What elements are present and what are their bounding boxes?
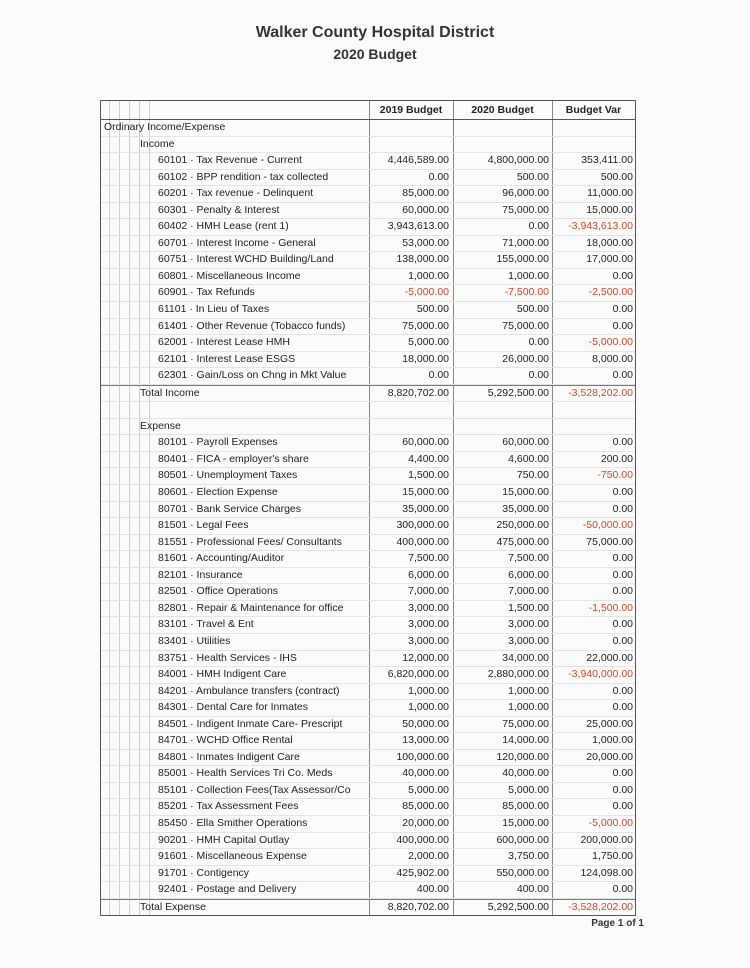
cell-2020-budget: 3,000.00 (508, 634, 549, 647)
cell-2019-budget: 100,000.00 (396, 750, 449, 763)
cell-2020-budget: 1,000.00 (508, 701, 549, 714)
row-label: 81601 · Accounting/Auditor (158, 552, 285, 565)
table-row (101, 783, 635, 800)
cell-2020-budget: 35,000.00 (502, 502, 549, 515)
row-label: 82501 · Office Operations (158, 585, 279, 598)
cell-2020-budget: 75,000.00 (502, 717, 549, 730)
cell-2019-budget: 60,000.00 (402, 436, 449, 449)
row-label: 91601 · Miscellaneous Expense (158, 850, 307, 863)
cell-2020-budget: 0.00 (528, 369, 549, 382)
cell-2020-budget: 2,880,000.00 (487, 668, 549, 681)
row-label: 62101 · Interest Lease ESGS (158, 352, 296, 365)
row-label: 85001 · Health Services Tri Co. Meds (158, 767, 333, 780)
table-row (101, 866, 635, 883)
cell-budget-var: 0.00 (612, 502, 633, 515)
section-label: Ordinary Income/Expense (104, 121, 226, 133)
row-label: 62001 · Interest Lease HMH (158, 336, 290, 349)
cell-2019-budget: 85,000.00 (402, 800, 449, 813)
cell-budget-var: 200.00 (600, 452, 633, 465)
table-row (101, 252, 635, 269)
table-row (101, 368, 635, 385)
cell-2019-budget: 500.00 (416, 303, 449, 316)
header-2020-budget: 2020 Budget (471, 104, 534, 116)
table-row (101, 651, 635, 668)
cell-2019-budget: 0.00 (428, 369, 449, 382)
table-row (101, 236, 635, 253)
cell-2020-budget: 15,000.00 (502, 816, 549, 829)
table-row (101, 766, 635, 783)
table-row (101, 584, 635, 601)
cell-budget-var: -750.00 (597, 469, 633, 482)
row-label: 61101 · In Lieu of Taxes (158, 303, 270, 316)
cell-budget-var: 0.00 (612, 684, 633, 697)
cell-2019-budget: 1,000.00 (408, 701, 449, 714)
total-income-row (101, 385, 635, 403)
cell-budget-var: -2,500.00 (588, 286, 633, 299)
cell-2020-budget: 15,000.00 (502, 486, 549, 499)
cell-budget-var: -50,000.00 (582, 519, 633, 532)
page-number: Page 1 of 1 (591, 918, 644, 929)
row-label: 81501 · Legal Fees (158, 519, 249, 532)
row-label: 80601 · Election Expense (158, 486, 278, 499)
row-label: 80101 · Payroll Expenses (158, 436, 278, 449)
cell-budget-var: -5,000.00 (588, 816, 633, 829)
blank-row (101, 402, 635, 419)
cell-2020-budget: 500.00 (516, 303, 549, 316)
header-label-cell (101, 101, 369, 119)
cell-2019-budget: 75,000.00 (402, 319, 449, 332)
cell-2020-budget: 3,000.00 (508, 618, 549, 631)
cell-budget-var: 0.00 (612, 369, 633, 382)
cell-budget-var: 124,098.00 (580, 866, 633, 879)
cell-2020-budget: 0.00 (528, 336, 549, 349)
table-row (101, 352, 635, 369)
row-label: 80401 · FICA - employer's share (158, 452, 309, 465)
header-2019-budget: 2019 Budget (379, 104, 443, 116)
cell-2020-budget: 75,000.00 (502, 319, 549, 332)
cell-budget-var: 0.00 (612, 800, 633, 813)
total-label: Total Income (140, 386, 200, 399)
cell-2019-budget: 40,000.00 (402, 767, 449, 780)
table-row (101, 568, 635, 585)
table-row (101, 882, 635, 899)
row-label: 60301 · Penalty & Interest (158, 203, 280, 216)
table-row (101, 285, 635, 302)
cell-2020-budget: 34,000.00 (502, 651, 549, 664)
cell-budget-var: 0.00 (612, 568, 633, 581)
table-row (101, 717, 635, 734)
row-label: 82801 · Repair & Maintenance for office (158, 601, 344, 614)
cell-2019-budget: 3,000.00 (408, 634, 449, 647)
cell-2019-budget: 7,500.00 (408, 552, 449, 565)
row-label: 84501 · Indigent Inmate Care- Prescript (158, 717, 343, 730)
cell-2019-budget: 0.00 (428, 170, 449, 183)
table-row (101, 535, 635, 552)
cell-2020-budget: 0.00 (528, 220, 549, 233)
row-label: 84801 · Inmates Indigent Care (158, 750, 300, 763)
row-label: 60101 · Tax Revenue - Current (158, 154, 302, 167)
cell-budget-var: -5,000.00 (588, 336, 633, 349)
row-label: 80701 · Bank Service Charges (158, 502, 301, 515)
row-label: 60751 · Interest WCHD Building/Land (158, 253, 334, 266)
cell-budget-var: 500.00 (600, 170, 633, 183)
cell-2019-budget: 20,000.00 (402, 816, 449, 829)
cell-budget-var: 11,000.00 (587, 187, 633, 200)
total-label: Total Expense (140, 900, 206, 913)
cell-budget-var: 22,000.00 (586, 651, 633, 664)
total-expense-row (101, 899, 635, 916)
cell-2020-budget: 26,000.00 (502, 352, 549, 365)
section-label: Expense (140, 419, 181, 432)
cell-2020-budget: 3,750.00 (508, 850, 549, 863)
cell-2019-budget: 7,000.00 (408, 585, 449, 598)
cell-budget-var: 1,750.00 (592, 850, 633, 863)
row-label: 90201 · HMH Capital Outlay (158, 833, 290, 846)
cell-2019-budget: 6,000.00 (408, 568, 449, 581)
cell-2020-budget: 85,000.00 (502, 800, 549, 813)
table-row (101, 468, 635, 485)
cell-2020-budget: 75,000.00 (502, 203, 549, 216)
table-row (101, 302, 635, 319)
cell-2019-budget: 138,000.00 (396, 253, 449, 266)
row-label: 60201 · Tax revenue - Delinquent (158, 187, 314, 200)
cell-budget-var: 17,000.00 (586, 253, 633, 266)
cell-budget-var: 0.00 (612, 486, 633, 499)
cell-2020-budget: 475,000.00 (496, 535, 549, 548)
cell-2020-budget: -7,500.00 (504, 286, 549, 299)
cell-2020-budget: 6,000.00 (508, 568, 549, 581)
row-label: 62301 · Gain/Loss on Chng in Mkt Value (158, 369, 347, 382)
row-label: 82101 · Insurance (158, 568, 243, 581)
cell-2019-budget: 12,000.00 (402, 651, 449, 664)
cell-2019-budget: 35,000.00 (402, 502, 449, 515)
row-label: 83401 · Utilities (158, 634, 231, 647)
total-var: -3,528,202.00 (568, 900, 633, 913)
section-ordinary (101, 120, 635, 137)
cell-2020-budget: 40,000.00 (502, 767, 549, 780)
table-row (101, 617, 635, 634)
table-row (101, 203, 635, 220)
cell-2019-budget: 5,000.00 (408, 783, 449, 796)
section-label: Income (140, 137, 175, 150)
table-row (101, 551, 635, 568)
cell-2019-budget: 2,000.00 (408, 850, 449, 863)
cell-2020-budget: 4,800,000.00 (487, 154, 549, 167)
document-title: Walker County Hospital District (255, 24, 495, 41)
cell-budget-var: 0.00 (612, 618, 633, 631)
cell-2019-budget: 85,000.00 (402, 187, 449, 200)
cell-2020-budget: 14,000.00 (502, 734, 549, 747)
table-row (101, 816, 635, 833)
row-label: 83101 · Travel & Ent (158, 618, 254, 631)
cell-2019-budget: 1,500.00 (408, 469, 449, 482)
header-budget-var: Budget Var (565, 104, 622, 116)
expense-rows (101, 435, 635, 898)
cell-budget-var: 353,411.00 (581, 154, 633, 167)
cell-2020-budget: 750.00 (516, 469, 549, 482)
cell-2019-budget: 60,000.00 (402, 203, 449, 216)
row-label: 80501 · Unemployment Taxes (158, 469, 298, 482)
table-row (101, 684, 635, 701)
row-label: 91701 · Contigency (158, 866, 250, 879)
cell-2020-budget: 1,000.00 (508, 684, 549, 697)
cell-2020-budget: 7,000.00 (508, 585, 549, 598)
cell-budget-var: 0.00 (612, 303, 633, 316)
total-2020: 5,292,500.00 (487, 386, 549, 399)
table-row (101, 452, 635, 469)
row-label: 85450 · Ella Smither Operations (158, 816, 308, 829)
table-row (101, 170, 635, 187)
cell-budget-var: 0.00 (612, 701, 633, 714)
cell-2019-budget: 13,000.00 (402, 734, 449, 747)
cell-budget-var: 8,000.00 (592, 352, 633, 365)
table-row (101, 733, 635, 750)
cell-budget-var: 0.00 (612, 552, 633, 565)
cell-2020-budget: 550,000.00 (496, 866, 549, 879)
row-label: 61401 · Other Revenue (Tobacco funds) (158, 319, 346, 332)
document-header (0, 22, 750, 64)
table-row (101, 799, 635, 816)
row-label: 92401 · Postage and Delivery (158, 883, 297, 896)
cell-2020-budget: 5,000.00 (508, 783, 549, 796)
table-row (101, 186, 635, 203)
cell-2020-budget: 500.00 (516, 170, 549, 183)
cell-budget-var: 20,000.00 (586, 750, 633, 763)
row-label: 60801 · Miscellaneous Income (158, 269, 301, 282)
table-row (101, 335, 635, 352)
cell-budget-var: 25,000.00 (586, 717, 633, 730)
row-label: 84701 · WCHD Office Rental (158, 734, 293, 747)
cell-2020-budget: 120,000.00 (496, 750, 549, 763)
cell-2019-budget: 3,000.00 (408, 618, 449, 631)
table-row (101, 833, 635, 850)
table-row (101, 153, 635, 170)
row-label: 85201 · Tax Assessment Fees (158, 800, 299, 813)
cell-2019-budget: 6,820,000.00 (387, 668, 449, 681)
cell-2019-budget: 1,000.00 (408, 269, 449, 282)
cell-2019-budget: -5,000.00 (404, 286, 449, 299)
cell-2020-budget: 60,000.00 (502, 436, 549, 449)
table-row (101, 319, 635, 336)
cell-budget-var: -3,940,000.00 (568, 668, 633, 681)
budget-table (100, 100, 636, 916)
table-row (101, 750, 635, 767)
cell-2020-budget: 400.00 (516, 883, 549, 896)
table-row (101, 485, 635, 502)
row-label: 60701 · Interest Income - General (158, 236, 316, 249)
row-label: 84301 · Dental Care for Inmates (158, 701, 308, 714)
cell-budget-var: 0.00 (612, 767, 633, 780)
cell-2020-budget: 250,000.00 (496, 519, 549, 532)
total-2019: 8,820,702.00 (387, 386, 449, 399)
table-row (101, 502, 635, 519)
cell-2019-budget: 18,000.00 (402, 352, 449, 365)
cell-2020-budget: 600,000.00 (496, 833, 549, 846)
cell-2020-budget: 7,500.00 (508, 552, 549, 565)
row-label: 83751 · Health Services - IHS (158, 651, 297, 664)
row-label: 84201 · Ambulance transfers (contract) (158, 684, 340, 697)
row-label: 81551 · Professional Fees/ Consultants (158, 535, 342, 548)
table-row (101, 601, 635, 618)
cell-budget-var: 18,000.00 (586, 236, 633, 249)
row-label: 85101 · Collection Fees(Tax Assessor/Co (158, 783, 351, 796)
cell-budget-var: 0.00 (612, 269, 633, 282)
table-row (101, 269, 635, 286)
cell-2019-budget: 5,000.00 (408, 336, 449, 349)
section-expense (101, 419, 635, 436)
row-label: 60402 · HMH Lease (rent 1) (158, 220, 289, 233)
cell-budget-var: 0.00 (612, 783, 633, 796)
row-label: 84001 · HMH Indigent Care (158, 668, 287, 681)
total-2019: 8,820,702.00 (387, 900, 449, 913)
cell-2020-budget: 1,000.00 (508, 269, 549, 282)
cell-2019-budget: 400,000.00 (396, 833, 449, 846)
table-row (101, 518, 635, 535)
cell-2019-budget: 53,000.00 (402, 236, 449, 249)
cell-budget-var: 1,000.00 (592, 734, 633, 747)
cell-budget-var: -3,943,613.00 (568, 220, 633, 233)
cell-budget-var: -1,500.00 (588, 601, 633, 614)
cell-budget-var: 0.00 (612, 436, 633, 449)
total-2020: 5,292,500.00 (487, 900, 549, 913)
table-row (101, 435, 635, 452)
cell-2019-budget: 300,000.00 (396, 519, 449, 532)
cell-budget-var: 200,000.00 (580, 833, 633, 846)
cell-2020-budget: 4,600.00 (508, 452, 549, 465)
table-row (101, 667, 635, 684)
cell-budget-var: 0.00 (612, 634, 633, 647)
cell-2019-budget: 3,000.00 (408, 601, 449, 614)
cell-2019-budget: 1,000.00 (408, 684, 449, 697)
cell-budget-var: 0.00 (612, 883, 633, 896)
table-row (101, 700, 635, 717)
cell-2019-budget: 4,400.00 (408, 452, 449, 465)
cell-2020-budget: 71,000.00 (502, 236, 549, 249)
table-row (101, 849, 635, 866)
cell-2019-budget: 50,000.00 (402, 717, 449, 730)
cell-2019-budget: 400,000.00 (396, 535, 449, 548)
cell-2020-budget: 1,500.00 (508, 601, 549, 614)
section-income (101, 137, 635, 154)
cell-2020-budget: 155,000.00 (496, 253, 549, 266)
table-row (101, 634, 635, 651)
total-var: -3,528,202.00 (568, 386, 633, 399)
document-subtitle: 2020 Budget (333, 46, 417, 62)
table-row (101, 219, 635, 236)
row-label: 60102 · BPP rendition - tax collected (158, 170, 329, 183)
row-label: 60901 · Tax Refunds (158, 286, 255, 299)
cell-budget-var: 15,000.00 (586, 203, 633, 216)
income-rows (101, 153, 635, 385)
cell-2020-budget: 96,000.00 (502, 187, 549, 200)
cell-2019-budget: 425,902.00 (396, 866, 449, 879)
table-header (101, 101, 635, 120)
cell-budget-var: 75,000.00 (586, 535, 633, 548)
cell-2019-budget: 15,000.00 (402, 486, 449, 499)
cell-2019-budget: 3,943,613.00 (387, 220, 449, 233)
cell-budget-var: 0.00 (612, 319, 633, 332)
cell-budget-var: 0.00 (612, 585, 633, 598)
cell-2019-budget: 4,446,589.00 (387, 154, 449, 167)
cell-2019-budget: 400.00 (416, 883, 449, 896)
